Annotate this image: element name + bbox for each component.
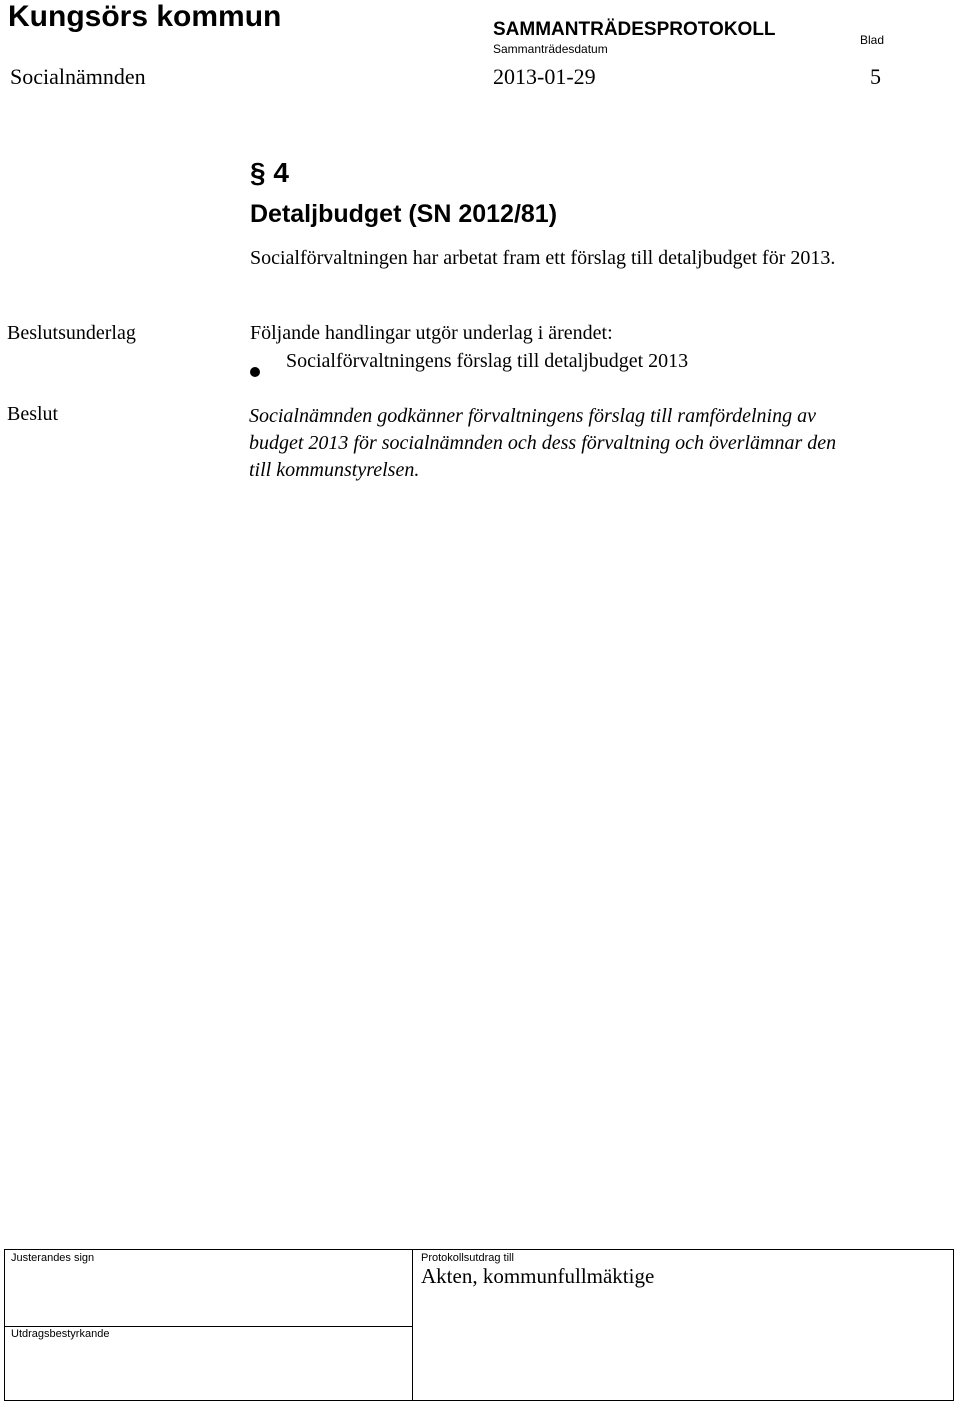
bullet-icon [250,367,260,377]
page-number: 5 [870,64,881,89]
basis-label: Beslutsunderlag [7,322,136,344]
basis-intro: Följande handlingar utgör underlag i ärendet: [250,322,613,344]
section-number: § 4 [250,157,289,188]
table-divider-horizontal [4,1326,413,1327]
decision-text: Socialnämnden godkänner förvaltningens förslag till ramfördelning av budget 2013 för socialnämnden och dess förvaltning och överlämnar den till kommunstyrelsen. [249,405,837,481]
decision-label: Beslut [7,403,59,425]
committee-name: Socialnämnden [10,64,146,89]
meeting-date-label: Sammanträdesdatum [493,42,608,56]
extract-to-value: Akten, kommunfullmäktige [421,1264,655,1288]
organization-name: Kungsörs kommun [8,0,282,33]
basis-list-item: Socialförvaltningens förslag till detaljbudget 2013 [286,350,689,372]
section-title: Detaljbudget (SN 2012/81) [250,200,558,228]
meeting-date: 2013-01-29 [493,64,596,89]
sign-label: Justerandes sign [11,1252,95,1264]
extract-to-label: Protokollsutdrag till [421,1252,514,1264]
sheet-label: Blad [860,33,885,47]
document-type: SAMMANTRÄDESPROTOKOLL [493,19,776,40]
certifier-label: Utdragsbestyrkande [11,1328,110,1340]
table-divider-vertical [412,1249,413,1401]
section-intro: Socialförvaltningen har arbetat fram ett förslag till detaljbudget för 2013. [250,247,836,269]
